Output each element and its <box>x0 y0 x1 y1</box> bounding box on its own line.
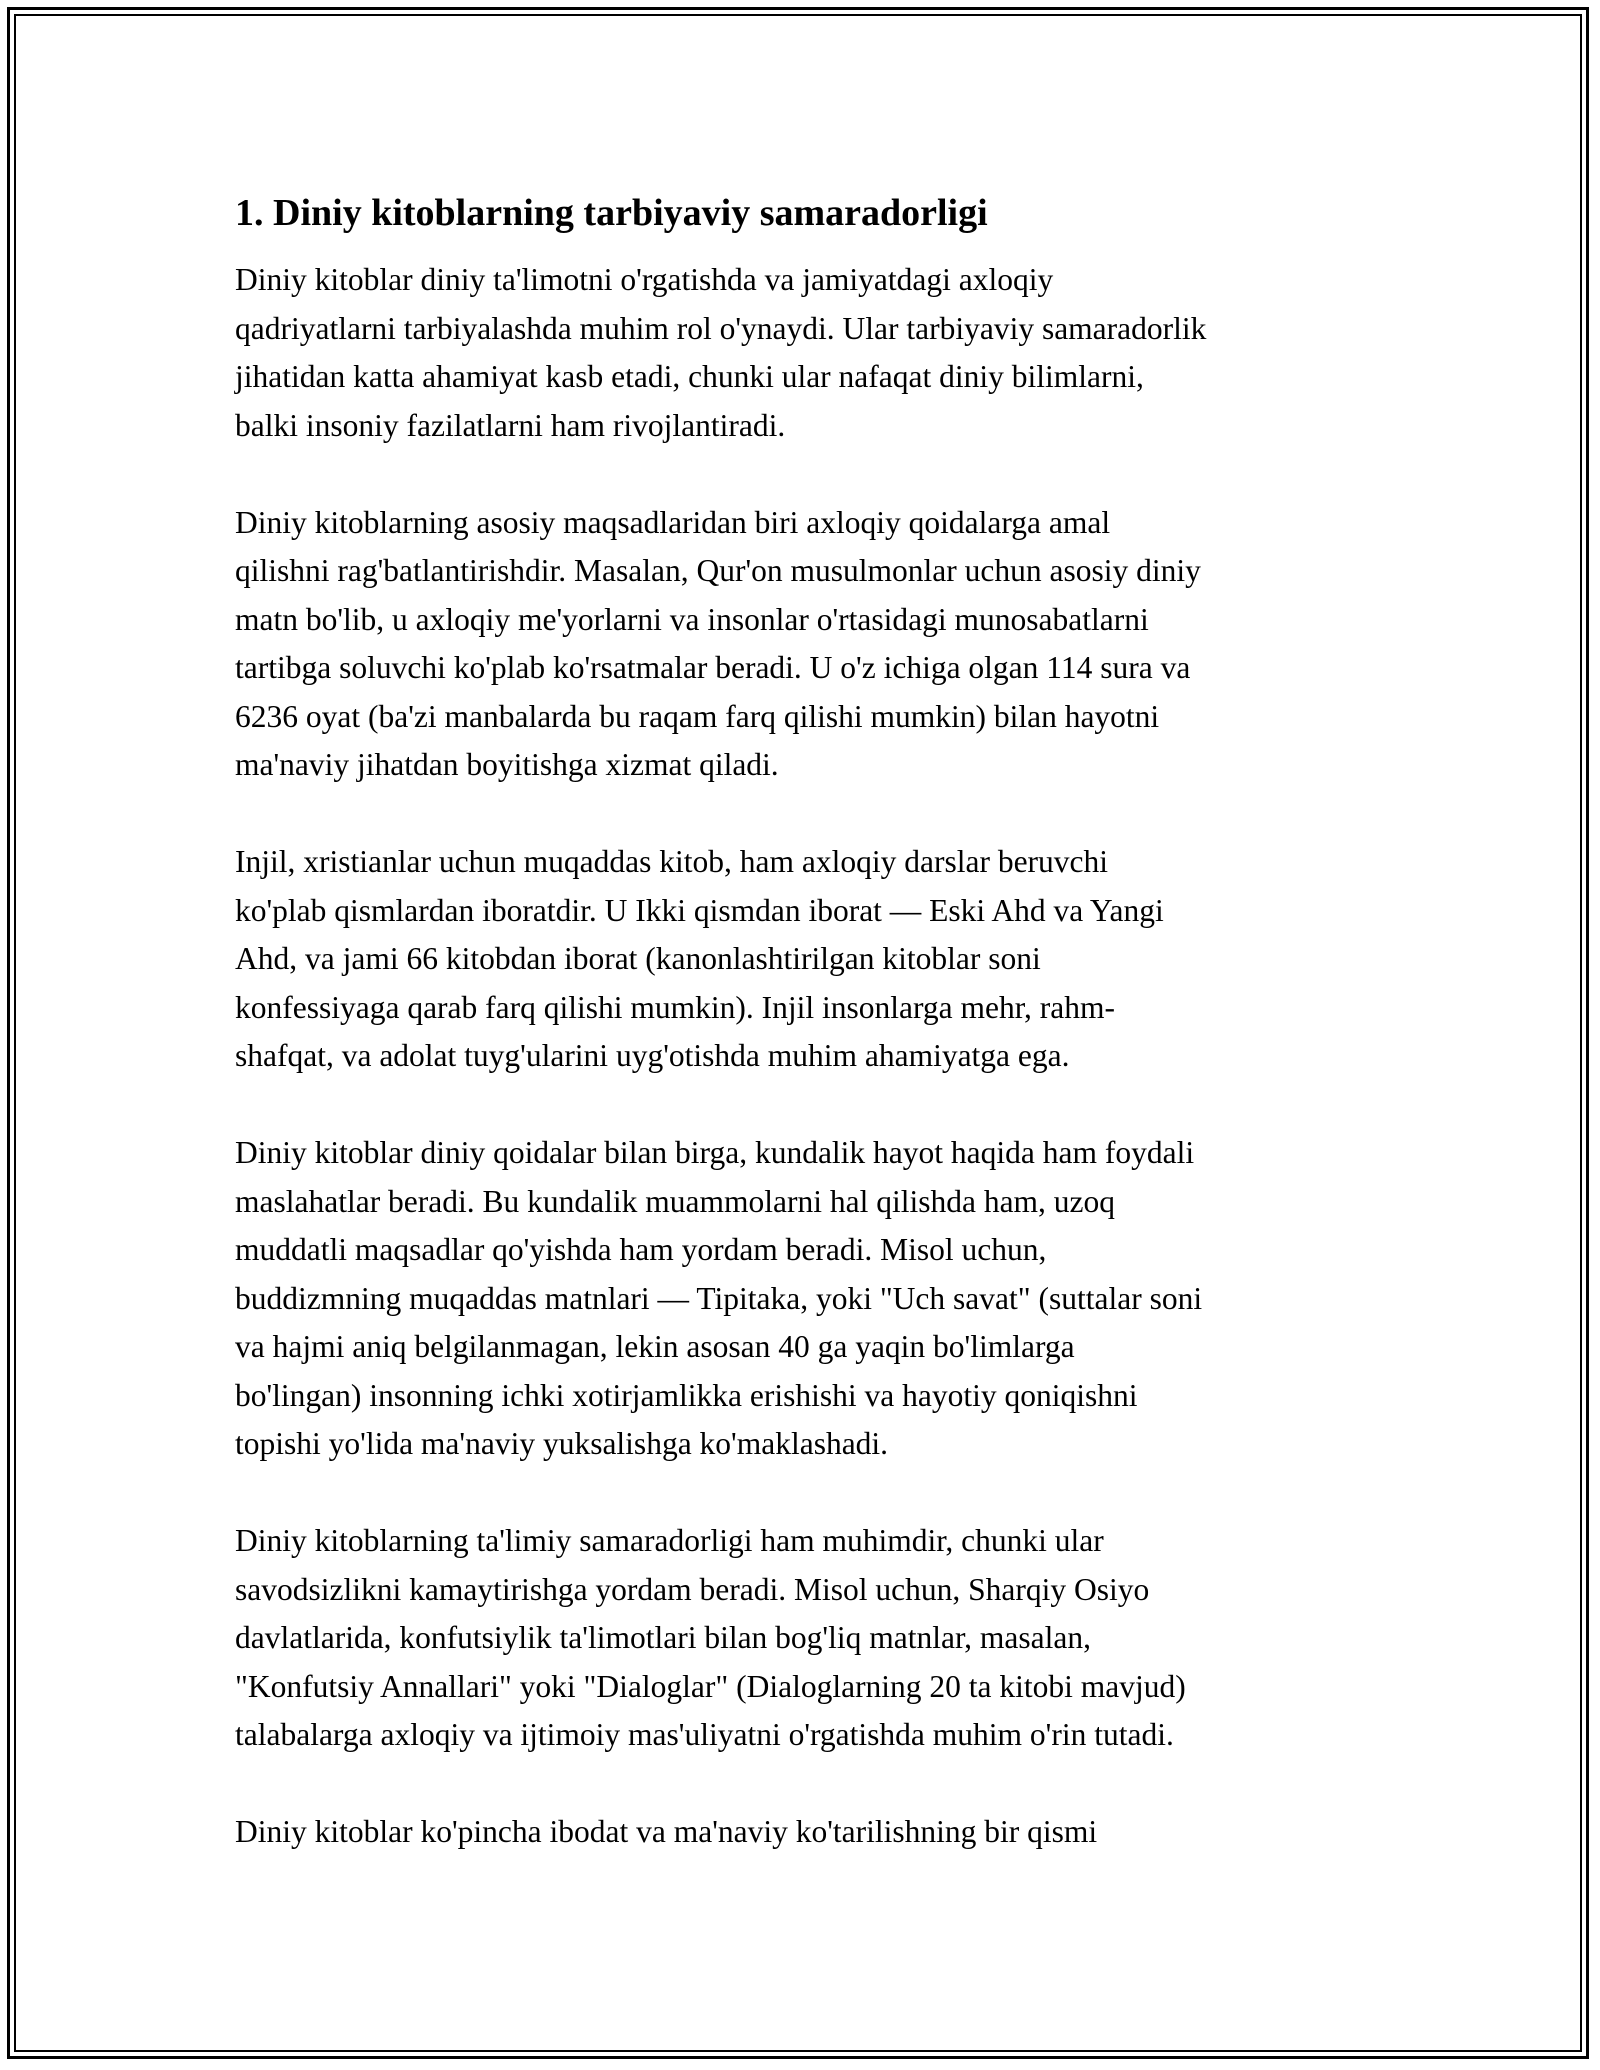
paragraph-line: Diniy kitoblar ko'pincha ibodat va ma'naviy ko'tarilishning bir qismi <box>235 1814 1098 1849</box>
paragraph-line: balki insoniy fazilatlarni ham rivojlantiradi. <box>235 407 786 443</box>
paragraph-2 <box>235 499 1380 790</box>
paragraph-line: "Konfutsiy Annallari" yoki "Dialoglar" (Dialoglarning 20 ta kitobi mavjud) <box>235 1668 1186 1704</box>
paragraph-line: buddizmning muqaddas matnlari — Tipitaka, yoki "Uch savat" (suttalar soni <box>235 1280 1203 1316</box>
paragraph-line: 6236 oyat (ba'zi manbalarda bu raqam farq qilishi mumkin) bilan hayotni <box>235 698 1160 734</box>
document-body <box>235 186 1380 1905</box>
paragraph-line: tartibga soluvchi ko'plab ko'rsatmalar beradi. U o'z ichiga olgan 114 sura va <box>235 650 1191 685</box>
paragraph-line: va hajmi aniq belgilanmagan, lekin asosan 40 ga yaqin bo'limlarga <box>235 1329 1075 1364</box>
paragraph-5 <box>235 1517 1380 1760</box>
paragraph-line: shafqat, va adolat tuyg'ularini uyg'otishda muhim ahamiyatga ega. <box>235 1038 1070 1073</box>
paragraph-line: Diniy kitoblarning ta'limiy samaradorligi ham muhimdir, chunki ular <box>235 1523 1104 1558</box>
paragraph-line: jihatidan katta ahamiyat kasb etadi, chunki ular nafaqat diniy bilimlarni, <box>235 359 1144 394</box>
paragraph-line: maslahatlar beradi. Bu kundalik muammolarni hal qilishda ham, uzoq <box>235 1183 1116 1219</box>
paragraph-line: topishi yo'lida ma'naviy yuksalishga ko'maklashadi. <box>235 1426 889 1461</box>
paragraph-line: Injil, xristianlar uchun muqaddas kitob, ham axloqiy darslar beruvchi <box>235 844 1109 879</box>
paragraph-3 <box>235 838 1380 1081</box>
paragraph-line: ma'naviy jihatdan boyitishga xizmat qiladi. <box>235 747 779 782</box>
paragraph-line: talabalarga axloqiy va ijtimoiy mas'uliyatni o'rgatishda muhim o'rin tutadi. <box>235 1717 1174 1752</box>
section-title: 1. Diniy kitoblarning tarbiyaviy samaradorligi <box>235 192 988 234</box>
paragraph-line: muddatli maqsadlar qo'yishda ham yordam beradi. Misol uchun, <box>235 1232 1047 1267</box>
paragraph-line: konfessiyaga qarab farq qilishi mumkin). Injil insonlarga mehr, rahm- <box>235 989 1115 1025</box>
paragraph-line: qilishni rag'batlantirishdir. Masalan, Qur'on musulmonlar uchun asosiy diniy <box>235 553 1201 588</box>
paragraph-line: bo'lingan) insonning ichki xotirjamlikka erishishi va hayotiy qoniqishni <box>235 1377 1138 1413</box>
paragraph-line: Diniy kitoblar diniy qoidalar bilan birga, kundalik hayot haqida ham foydali <box>235 1135 1195 1170</box>
paragraph-1 <box>235 256 1380 450</box>
paragraph-6 <box>235 1808 1380 1857</box>
paragraph-line: ko'plab qismlardan iboratdir. U Ikki qismdan iborat — Eski Ahd va Yangi <box>235 892 1164 928</box>
paragraph-line: matn bo'lib, u axloqiy me'yorlarni va insonlar o'rtasidagi munosabatlarni <box>235 601 1149 637</box>
paragraph-line: Ahd, va jami 66 kitobdan iborat (kanonlashtirilgan kitoblar soni <box>235 941 1041 976</box>
paragraph-line: qadriyatlarni tarbiyalashda muhim rol o'ynaydi. Ular tarbiyaviy samaradorlik <box>235 310 1207 346</box>
paragraph-line: Diniy kitoblarning asosiy maqsadlaridan biri axloqiy qoidalarga amal <box>235 504 1111 540</box>
paragraph-line: Diniy kitoblar diniy ta'limotni o'rgatishda va jamiyatdagi axloqiy <box>235 262 1054 297</box>
paragraph-line: davlatlarida, konfutsiylik ta'limotlari bilan bog'liq matnlar, masalan, <box>235 1620 1092 1655</box>
paragraph-4 <box>235 1129 1380 1469</box>
paragraph-line: savodsizlikni kamaytirishga yordam beradi. Misol uchun, Sharqiy Osiyo <box>235 1571 1150 1607</box>
